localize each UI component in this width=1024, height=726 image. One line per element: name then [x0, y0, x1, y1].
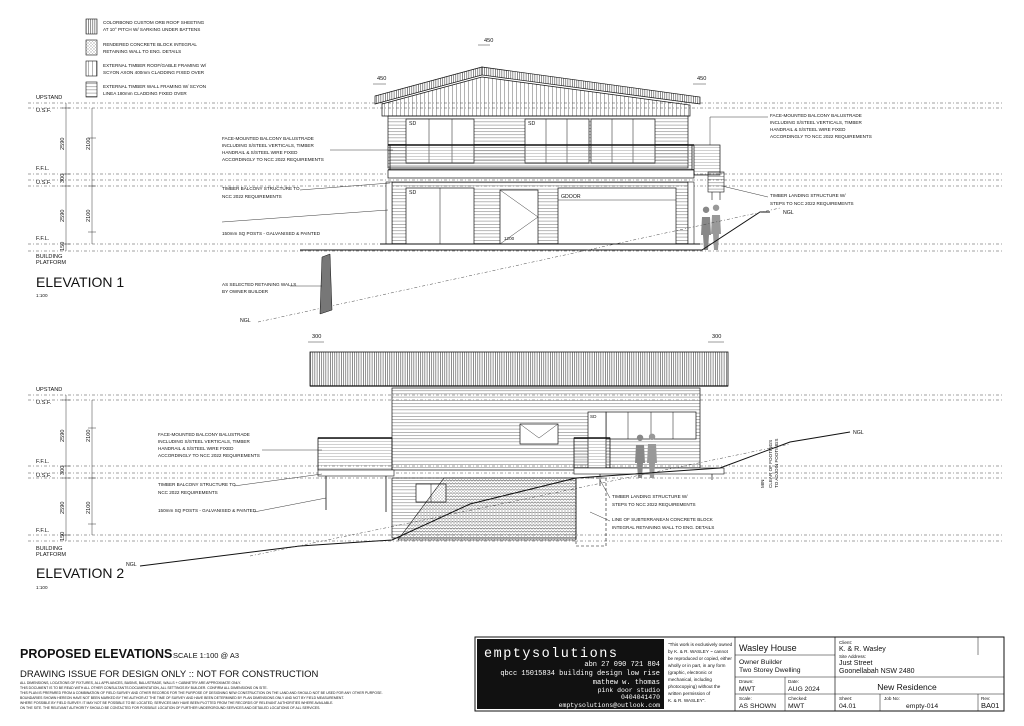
company-email: emptysolutions@outlook.com	[558, 702, 660, 709]
job-label: Job No:	[884, 696, 900, 701]
note-clearance: CLEAR OF FOOTINGS	[768, 439, 773, 488]
elevation-2	[28, 334, 1004, 590]
site-value: Goonellabah NSW 2480	[839, 668, 915, 675]
fine-print: THIS DOCUMENT IS TO BE READ WITH ALL OTHER CONSULTANTS DOCUMENTATION, ALL SETTINGS BY BUILDER. CONFIRM ALL DIMENSIONS ON SITE.	[20, 686, 268, 690]
note-balustrade: INCLUDING S/STEEL VERTICALS, TIMBER	[222, 143, 314, 148]
level-label-ffl: F.F.L.	[36, 236, 50, 242]
job-value: empty-014	[906, 703, 939, 710]
level-label-ffl: F.F.L.	[36, 166, 50, 172]
checked-label: Checked:	[788, 696, 808, 701]
elevation-1	[28, 38, 1004, 324]
dim-150: 150	[60, 241, 66, 251]
level-label-building: BUILDING	[36, 254, 63, 260]
company-abn: abn 27 090 721 804	[584, 661, 660, 669]
level-label-platform: PLATFORM	[36, 552, 67, 558]
note-balustrade: INCLUDING S/STEEL VERTICALS, TIMBER	[158, 439, 250, 444]
level-label-upstand: UPSTAND	[36, 95, 63, 101]
fine-print: THIS PLAN IS PREPARED FROM A COMBINATION OF FIELD SURVEY AND OTHER RECORDS FOR THE PURPOSE OF DESIGNING NEW CONSTRUCTION ON THE LAND AND SHOULD NOT BE USED FOR ANY OTHER PURPOSE.	[20, 691, 383, 695]
door-label: SD	[409, 121, 417, 127]
note-balustrade: FACE-MOUNTED BALCONY BALUSTRADE	[770, 113, 862, 118]
roof-dim-right: 300	[712, 334, 722, 340]
note-balustrade: ACCORDINGLY TO NCC 2022 REQUIREMENTS	[158, 453, 260, 458]
copyright-text: photocopying) without the	[668, 684, 721, 689]
note-clearance: TO ADJOIN FOOTINGS	[774, 438, 779, 488]
level-label-usf: U.S.F.	[36, 180, 52, 186]
legend-text: SCYON AXON 400mm CLADDING FIXED OVER	[103, 70, 205, 75]
drawn-value: MWT	[739, 686, 756, 693]
rendered-block-swatch-icon	[86, 40, 97, 55]
company-studio: pink door studio	[597, 687, 660, 694]
linea-cladding-swatch-icon	[86, 82, 97, 97]
level-label-upstand: UPSTAND	[36, 387, 63, 393]
note-posts: 150mm SQ POSTS - GALVANISED & PAINTED	[222, 231, 321, 236]
roof	[308, 334, 728, 386]
dim-2590: 2590	[60, 429, 66, 442]
roof-dim-right: 450	[697, 76, 707, 82]
rev-value: BA01	[981, 701, 1000, 710]
dim-2590: 2590	[60, 137, 66, 150]
legend	[86, 19, 207, 97]
note-balustrade: INCLUDING S/STEEL VERTICALS, TIMBER	[770, 120, 862, 125]
company-qbcc: qbcc 15015834 building design low rise	[500, 670, 660, 678]
note-balustrade: HANDRAIL & S/STEEL WIRE FIXED	[222, 150, 298, 155]
level-label-platform: PLATFORM	[36, 260, 67, 266]
window-upper	[520, 424, 558, 444]
dimension-strings	[60, 103, 96, 251]
note-retaining: BY OWNER BUILDER	[222, 289, 269, 294]
company-person: mathew w. thomas	[592, 679, 660, 687]
copyright-text: wholly or in part, in any form	[668, 663, 726, 668]
legend-text: AT 10° PITCH W/ SARKING UNDER BATTENS	[103, 27, 201, 32]
balcony-balustrade	[388, 145, 720, 178]
dim-2100: 2100	[86, 501, 92, 514]
note-landing: TIMBER LANDING STRUCTURE W/	[770, 193, 846, 198]
legend-text: LINEA 180mm CLADDING FIXED OVER	[103, 91, 187, 96]
note-retaining: LINE OF SUBTERRANEAN CONCRETE BLOCK	[612, 517, 713, 522]
legend-item-block	[86, 40, 197, 55]
door-label: SD	[528, 121, 536, 127]
copyright-text: (graphic, electronic or	[668, 670, 713, 675]
door-label: GDOOR	[561, 194, 581, 200]
copyright-text: "This work is exclusively owned	[668, 642, 733, 647]
note-retaining: AS SELECTED RETAINING WALLS	[222, 282, 297, 287]
door-label: SD	[590, 414, 597, 419]
elevation-title: ELEVATION 2	[36, 565, 125, 581]
fine-print: WHERE POSSIBLE BY FIELD SURVEY. IT MAY NOT BE POSSIBLE TO BE LOCATED, SERVICES MAY HAVE BEEN PLOTTED FROM THE RECORDS OF RELEVANT AUTHORITIES WHERE AVAILABLE.	[20, 701, 334, 705]
level-label-ffl: F.F.L.	[36, 528, 50, 534]
note-landing: STEPS TO NCC 2022 REQUIREMENTS	[770, 201, 854, 206]
copyright-text: K. & R. WASLEY".	[668, 698, 706, 703]
site-value: Just Street	[839, 660, 873, 667]
note-landing: STEPS TO NCC 2022 REQUIREMENTS	[612, 502, 696, 507]
ngl-label: NGL	[126, 562, 137, 568]
axon-cladding-swatch-icon	[86, 61, 97, 76]
scale-value: AS SHOWN	[739, 703, 777, 710]
roof-sheeting-swatch-icon	[86, 19, 97, 34]
roof-dim-left: 450	[377, 76, 387, 82]
legend-text: EXTERNAL TIMBER ROOF/GABLE FRAMING W/	[103, 63, 207, 68]
note-balcony-structure: TIMBER BALCONY STRUCTURE TO	[158, 482, 236, 487]
note-balustrade: HANDRAIL & S/STEEL WIRE FIXED	[158, 446, 234, 451]
note-balcony-structure: TIMBER BALCONY STRUCTURE TO	[222, 186, 300, 191]
door-width-dim: 1200	[504, 236, 515, 241]
human-scale-figures	[701, 205, 721, 250]
drawn-label: Drawn:	[739, 679, 754, 684]
title-block	[475, 637, 1004, 711]
note-balustrade: ACCORDINGLY TO NCC 2022 REQUIREMENTS	[770, 134, 872, 139]
dim-min: MIN	[760, 479, 765, 488]
sheet-value: 04.01	[839, 703, 857, 710]
note-retaining: INTEGRAL RETAINING WALL TO ENG. DETAILS	[612, 525, 715, 530]
landing-steps	[708, 172, 724, 200]
company-logo: emptysolutions	[484, 647, 619, 662]
legend-text: EXTERNAL TIMBER WALL FRAMING W/ SCYON	[103, 84, 207, 89]
copyright-text: mechanical, including	[668, 677, 712, 682]
copyright-text: be reproduced or copied, either	[668, 656, 732, 661]
drawing-name: New Residence	[877, 682, 937, 692]
project-name: Wasley House	[739, 643, 797, 653]
project-sub: Two Storey Dwelling	[739, 667, 801, 674]
legend-text: RETAINING WALL TO ENG. DETAILS	[103, 49, 182, 54]
dim-300: 300	[60, 465, 66, 475]
elevation-title: ELEVATION 1	[36, 274, 125, 290]
copyright-text: by K. & R. WASLEY ~ cannot	[668, 649, 728, 654]
sheet-title	[20, 647, 383, 710]
copyright-text: written permission of	[668, 691, 711, 696]
ngl-label: NGL	[853, 430, 864, 436]
site-label: Site Address:	[839, 654, 867, 659]
rev-label: Rev:	[981, 696, 991, 701]
dim-2590: 2590	[60, 209, 66, 222]
elevation-scale: 1:100	[36, 585, 48, 590]
elevation-scale: 1:100	[36, 293, 48, 298]
issue-note: DRAWING ISSUE FOR DESIGN ONLY :: NOT FOR CONSTRUCTION	[20, 669, 319, 680]
checked-value: MWT	[788, 703, 805, 710]
client-label: Client:	[839, 640, 853, 645]
roof-dim-left: 300	[312, 334, 322, 340]
note-balustrade: ACCORDINGLY TO NCC 2022 REQUIREMENTS	[222, 157, 324, 162]
retaining-wall	[320, 254, 332, 314]
note-posts: 150mm SQ POSTS - GALVANISED & PAINTED	[158, 508, 257, 513]
note-balustrade: FACE-MOUNTED BALCONY BALUSTRADE	[222, 136, 314, 141]
legend-text: COLORBOND CUSTOM ORB ROOF SHEETING	[103, 20, 205, 25]
fine-print: ALL DIMENSIONS, LOCATIONS OF FIXTURES, ALL APPLIANCES, BASINS, BALUSTRADE, WALLS + CABINETRY ARE APPROXIMATE ONLY.	[20, 681, 241, 685]
ngl-label: NGL	[783, 210, 794, 216]
dimension-strings	[60, 395, 96, 541]
note-balustrade: HANDRAIL & S/STEEL WIRE FIXED	[770, 127, 846, 132]
level-label-usf: U.S.F.	[36, 473, 52, 479]
sheet-label: Sheet:	[839, 696, 853, 701]
company-phone: 0404041470	[620, 694, 660, 701]
level-label-usf: U.S.F.	[36, 108, 52, 114]
door-label: SD	[409, 190, 417, 196]
drawing-scale: SCALE 1:100 @ A3	[173, 651, 239, 660]
ngl-label: NGL	[240, 318, 251, 324]
dim-2590: 2590	[60, 501, 66, 514]
fine-print: ON THE SITE. THE RELEVANT AUTHORITY SHOULD BE CONTACTED FOR POSSIBLE LOCATION OF FURTHER UNDERGROUND SERVICES AND DETAILED LOCATIONS OF ALL SERVICES.	[20, 706, 321, 710]
legend-item-roof	[86, 19, 205, 34]
dim-2100: 2100	[86, 209, 92, 222]
dim-300: 300	[60, 173, 66, 183]
legend-text: RENDERED CONCRETE BLOCK INTEGRAL	[103, 42, 197, 47]
level-label-ffl: F.F.L.	[36, 459, 50, 465]
roof	[373, 38, 706, 116]
note-balustrade: FACE-MOUNTED BALCONY BALUSTRADE	[158, 432, 250, 437]
person-icon	[701, 207, 711, 250]
note-balcony-structure: NCC 2022 REQUIREMENTS	[158, 490, 218, 495]
note-landing: TIMBER LANDING STRUCTURE W/	[612, 494, 688, 499]
lower-storey	[380, 182, 700, 244]
date-label: Date:	[788, 679, 799, 684]
legend-item-axon	[86, 61, 207, 76]
date-value: AUG 2024	[788, 686, 820, 693]
project-sub: Owner Builder	[739, 659, 783, 666]
dim-2100: 2100	[86, 429, 92, 442]
scale-label: Scale:	[739, 696, 752, 701]
roof-dim-top: 450	[484, 38, 494, 44]
level-label-usf: U.S.F.	[36, 400, 52, 406]
drawing-title: PROPOSED ELEVATIONS	[20, 647, 173, 661]
client-value: K. & R. Wasley	[839, 646, 886, 653]
dim-150: 150	[60, 531, 66, 541]
dim-2100: 2100	[86, 137, 92, 150]
fine-print: BOUNDARIES SHOWN HEREON HAVE NOT BEEN MARKED BY THE AUTHOR AT THE TIME OF SURVEY AND HAVE BEEN DETERMINED BY PLAN DIMENSIONS ONLY AND NOT BY FIELD MEASUREMENT.	[20, 696, 344, 700]
level-label-building: BUILDING	[36, 546, 63, 552]
legend-item-linea	[86, 82, 206, 97]
note-balcony-structure: NCC 2022 REQUIREMENTS	[222, 194, 282, 199]
